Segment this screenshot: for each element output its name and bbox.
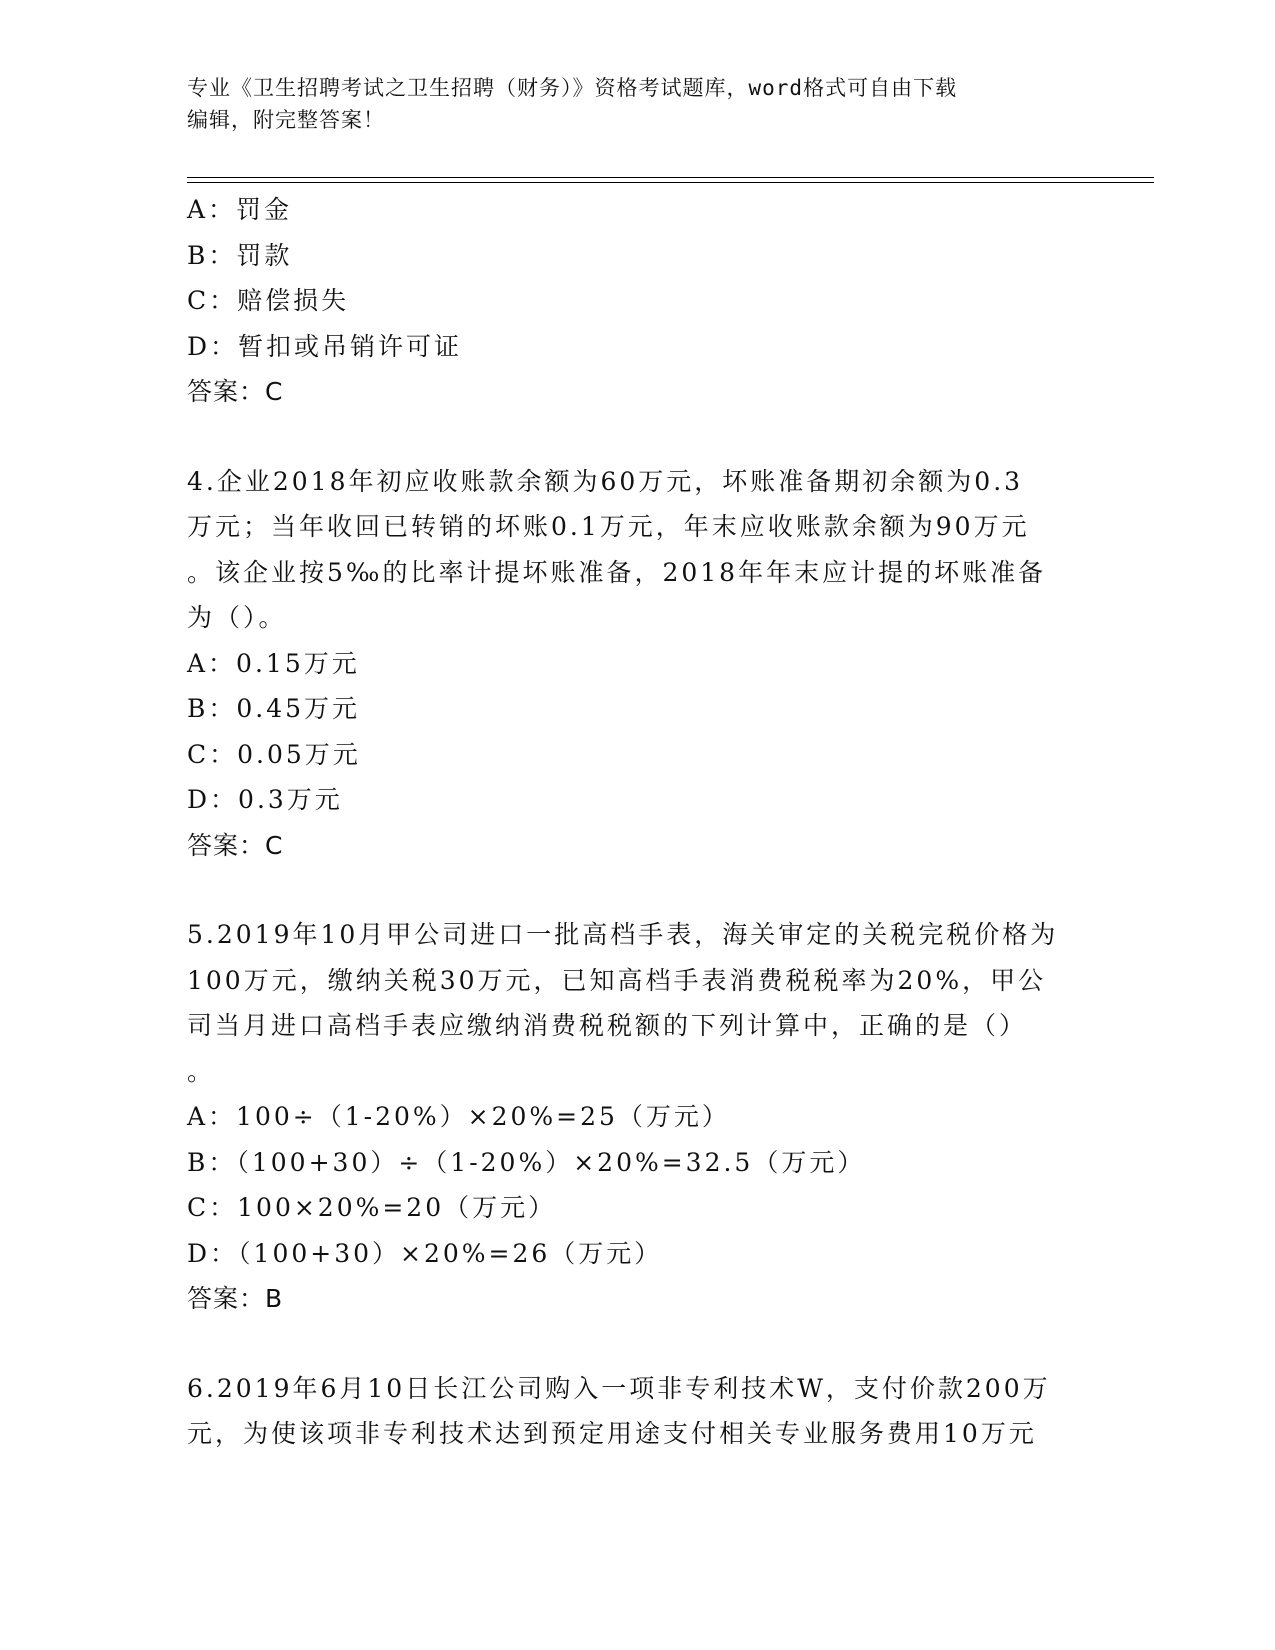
question-stem-line: 5.2019年10月甲公司进口一批高档手表，海关审定的关税完税价格为 <box>187 920 1059 949</box>
option-d: D：0.3万元 <box>187 785 343 814</box>
header-line: 编辑，附完整答案！ <box>187 108 385 132</box>
option-b: B：0.45万元 <box>187 694 361 723</box>
option-d: D：暂扣或吊销许可证 <box>187 331 463 361</box>
header-divider <box>187 182 1154 183</box>
option-c: C：100×20%=20（万元） <box>187 1193 557 1222</box>
question-5 <box>187 912 1087 1322</box>
option-c: C：0.05万元 <box>187 739 361 769</box>
question-stem-line: 4.企业2018年初应收账款余额为60万元，坏账准备期初余额为0.3 <box>187 466 1024 496</box>
answer-label: 答案：B <box>187 1284 284 1313</box>
document-header <box>187 72 1087 136</box>
spacer <box>187 1322 1087 1366</box>
question-stem-line: 100万元，缴纳关税30万元，已知高档手表消费税税率为20%，甲公 <box>187 965 1047 995</box>
question-stem-line: 6.2019年6月10日长江公司购入一项非专利技术W，支付价款200万 <box>187 1373 1051 1403</box>
header-divider <box>187 177 1154 178</box>
option-a: A：100÷（1-20%）×20%=25（万元） <box>187 1102 730 1131</box>
question-stem-line: 司当月进口高档手表应缴纳消费税税额的下列计算中，正确的是（） <box>187 1011 1028 1040</box>
question-stem-line: 万元；当年收回已转销的坏账0.1万元，年末应收账款余额为90万元 <box>187 512 1030 541</box>
spacer <box>187 415 1087 459</box>
option-d: D：（100+30）×20%=26（万元） <box>187 1238 663 1268</box>
option-a: A：罚金 <box>187 195 293 224</box>
question-stem-line: 为（）。 <box>187 603 287 632</box>
question-stem-line: 元，为使该项非专利技术达到预定用途支付相关专业服务费用10万元 <box>187 1419 1037 1448</box>
option-b: B：（100+30）÷（1-20%）×20%=32.5（万元） <box>187 1147 866 1177</box>
question-4 <box>187 459 1087 869</box>
question-3 <box>187 187 1087 415</box>
option-b: B：罚款 <box>187 240 293 270</box>
question-list <box>187 187 1087 1457</box>
option-a: A：0.15万元 <box>187 648 360 678</box>
option-c: C：赔偿损失 <box>187 286 350 315</box>
header-line: 专业《卫生招聘考试之卫生招聘（财务）》资格考试题库，word格式可自由下载 <box>187 76 958 100</box>
answer-label: 答案：C <box>187 377 284 406</box>
question-stem-line: 。 <box>187 1056 216 1086</box>
question-6 <box>187 1366 1087 1457</box>
answer-label: 答案：C <box>187 830 284 860</box>
spacer <box>187 868 1087 912</box>
question-stem-line: 。该企业按5‰的比率计提坏账准备，2018年年末应计提的坏账准备 <box>187 557 1047 587</box>
